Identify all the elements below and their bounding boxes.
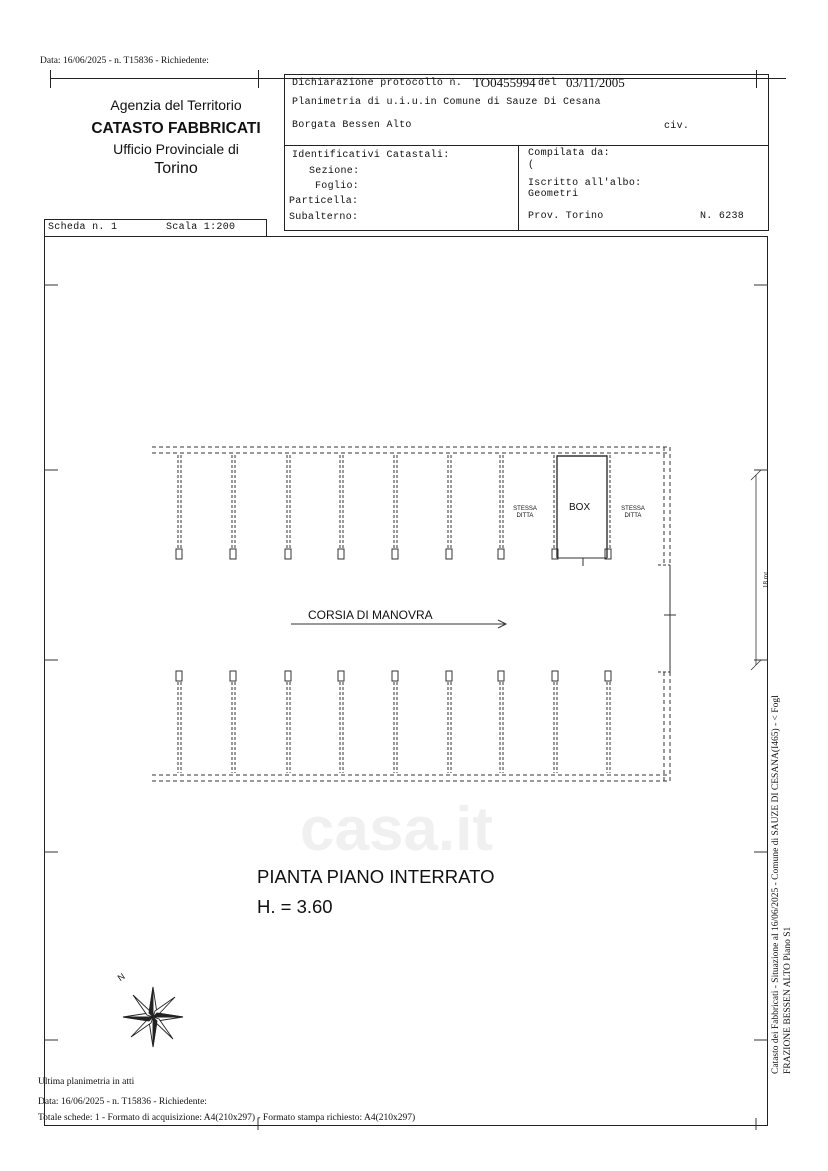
planimetria-text: Planimetria di u.i.u.in Comune di Sauze Di Cesana xyxy=(292,97,601,108)
protocol-date: 03/11/2005 xyxy=(566,75,625,90)
agency-city: Torino xyxy=(154,160,198,177)
sheet-number: Scheda n. 1 xyxy=(48,222,118,233)
plan-height: H. = 3.60 xyxy=(257,896,333,917)
footer-request-info: Data: 16/06/2025 - n. T15836 - Richiedente: xyxy=(38,1097,207,1107)
north-label: N xyxy=(115,971,127,983)
sheet-scale: Scala 1:200 xyxy=(166,222,236,233)
compiled-title: Compilata da: xyxy=(528,148,610,159)
agency-catasto: CATASTO FABBRICATI xyxy=(91,120,261,137)
province-text: Prov. Torino xyxy=(528,211,604,222)
stessa-ditta-right-line2: DITTA xyxy=(624,513,642,519)
footer-format-info: Totale schede: 1 - Formato di acquisizione: A4(210x297) - Formato stampa richiesto: A4(210x297) xyxy=(38,1113,416,1123)
particella-label: Particella: xyxy=(289,196,359,207)
stessa-ditta-right-line1: STESSA xyxy=(621,506,645,512)
albo-label: Iscritto all'albo: xyxy=(528,178,642,189)
sezione-label: Sezione: xyxy=(309,166,360,177)
footer-ultima: Ultima planimetria in atti xyxy=(38,1077,135,1087)
protocol-number: TO0455994 xyxy=(473,75,536,90)
profession-text: Geometri xyxy=(528,189,579,200)
protocol-del-label: del xyxy=(538,78,557,89)
dimension-label: 18 mt xyxy=(762,571,770,588)
box-label: BOX xyxy=(569,502,591,513)
stessa-ditta-right xyxy=(620,506,646,520)
plan-title: PIANTA PIANO INTERRATO xyxy=(257,866,495,887)
watermark-text: casa.it xyxy=(300,795,494,864)
corsia-label: CORSIA DI MANOVRA xyxy=(308,608,433,622)
registration-number: N. 6238 xyxy=(700,211,745,222)
header-request-info: Data: 16/06/2025 - n. T15836 - Richiedente: xyxy=(40,56,209,66)
compiled-mark: ( xyxy=(528,160,535,171)
stessa-ditta-left xyxy=(512,506,538,520)
stessa-ditta-left-line2: DITTA xyxy=(516,513,534,519)
agency-office: Ufficio Provinciale di xyxy=(113,141,239,157)
civ-label: civ. xyxy=(664,121,690,132)
agency-name: Agenzia del Territorio xyxy=(110,97,242,113)
foglio-label: Foglio: xyxy=(315,181,360,192)
stessa-ditta-left-line1: STESSA xyxy=(513,506,537,512)
identifiers-title: Identificativi Catastali: xyxy=(292,150,450,161)
side-text-line1: Catasto dei Fabbricati - Situazione al 16/06/2025 - Comune di SAUZE DI CESANA(I465) - < Fogl xyxy=(771,695,781,1074)
address-text: Borgata Bessen Alto xyxy=(292,120,412,131)
side-text-line2: FRAZIONE BESSEN ALTO Piano S1 xyxy=(783,926,793,1074)
subalterno-label: Subalterno: xyxy=(289,212,359,223)
protocol-label: Dichiarazione protocollo n. xyxy=(292,78,463,89)
